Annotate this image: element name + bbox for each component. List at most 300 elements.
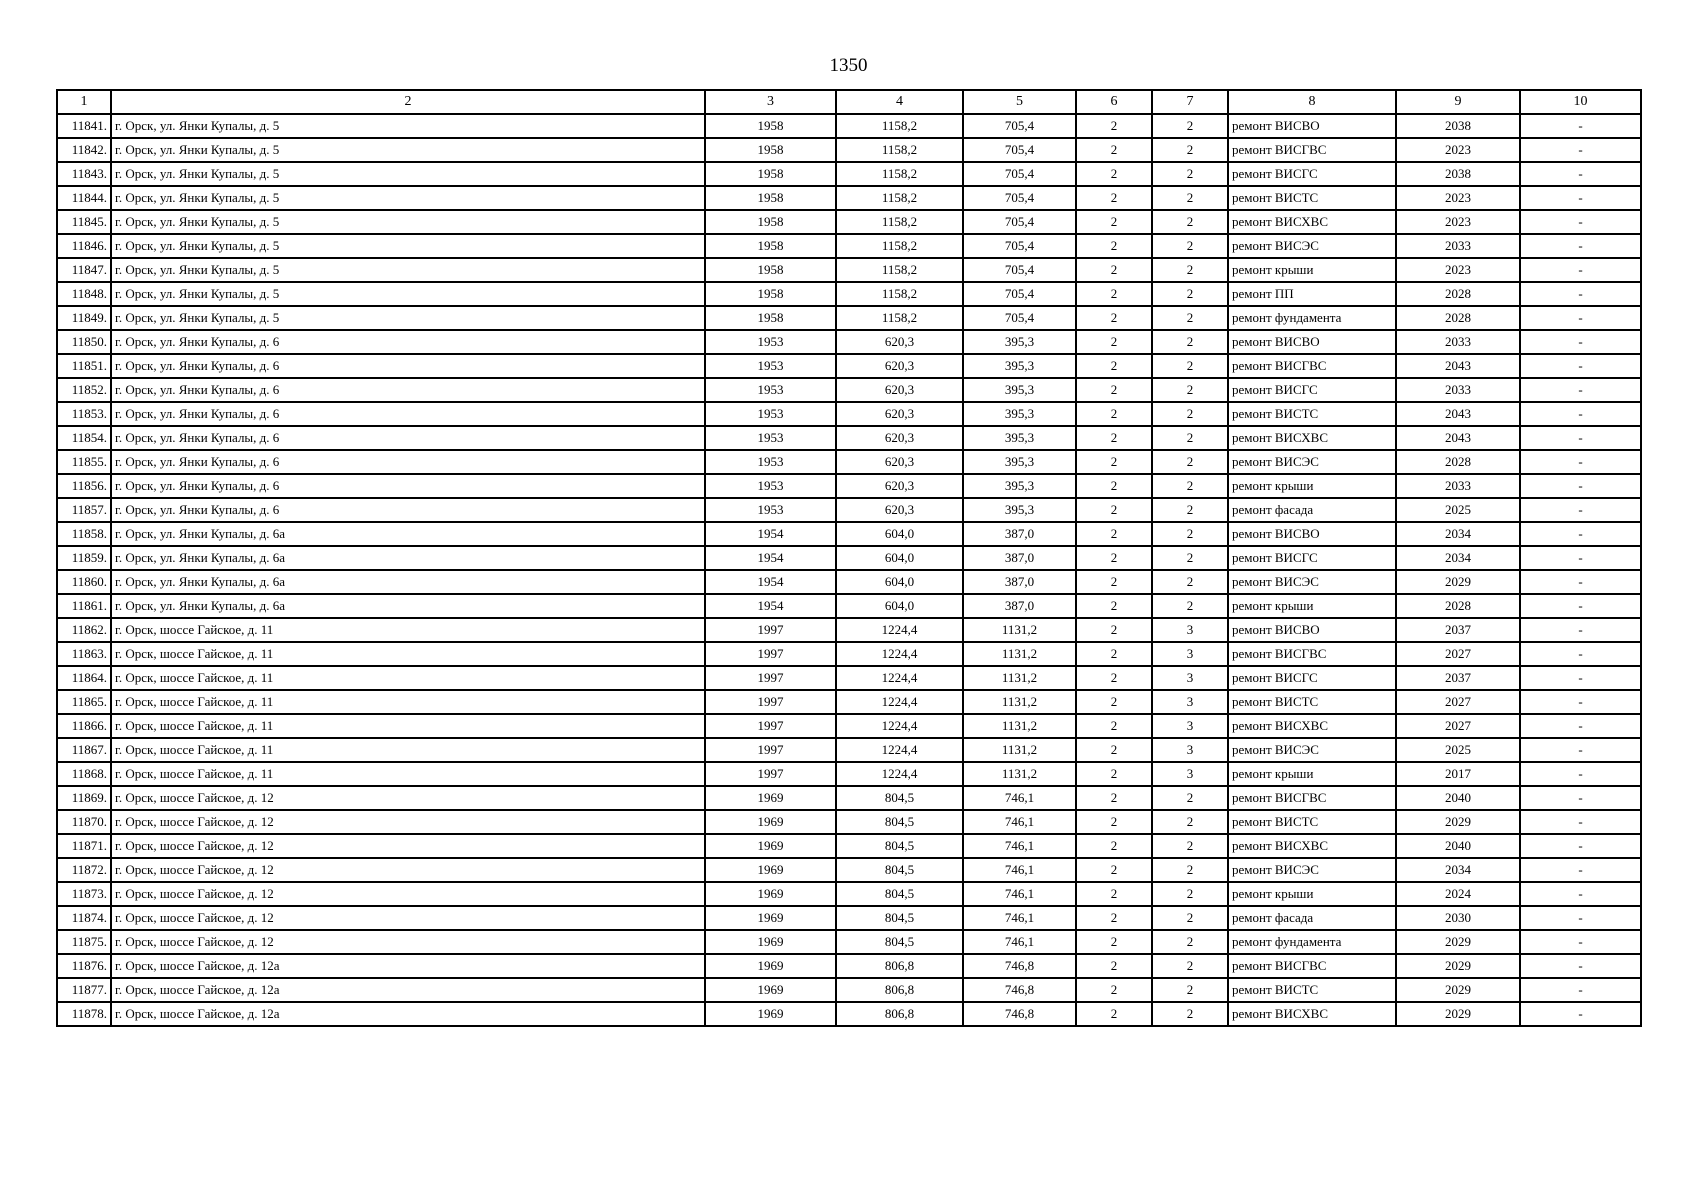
- work-type-cell: ремонт ВИСХВС: [1228, 426, 1396, 450]
- row-number-cell: 11868.: [57, 762, 111, 786]
- year-built-cell: 1953: [705, 378, 836, 402]
- address-cell: г. Орск, шоссе Гайское, д. 12: [111, 882, 705, 906]
- col6-value-cell: 2: [1076, 570, 1152, 594]
- work-type-cell: ремонт ВИСЭС: [1228, 738, 1396, 762]
- year-built-cell: 1958: [705, 234, 836, 258]
- col10-value-cell: -: [1520, 690, 1641, 714]
- col10-value-cell: -: [1520, 426, 1641, 450]
- table-row: [57, 858, 1641, 882]
- col6-value-cell: 2: [1076, 618, 1152, 642]
- table-row: [57, 954, 1641, 978]
- floors-cell: 3: [1152, 642, 1228, 666]
- col10-value-cell: -: [1520, 378, 1641, 402]
- row-number-cell: 11858.: [57, 522, 111, 546]
- address-cell: г. Орск, шоссе Гайское, д. 12: [111, 930, 705, 954]
- year-built-cell: 1969: [705, 810, 836, 834]
- year-built-cell: 1969: [705, 834, 836, 858]
- living-area-cell: 746,8: [963, 978, 1076, 1002]
- floors-cell: 2: [1152, 906, 1228, 930]
- floors-cell: 2: [1152, 426, 1228, 450]
- address-cell: г. Орск, ул. Янки Купалы, д. 5: [111, 138, 705, 162]
- living-area-cell: 1131,2: [963, 690, 1076, 714]
- floors-cell: 2: [1152, 354, 1228, 378]
- col6-value-cell: 2: [1076, 138, 1152, 162]
- col6-value-cell: 2: [1076, 330, 1152, 354]
- work-type-cell: ремонт ПП: [1228, 282, 1396, 306]
- col10-value-cell: -: [1520, 810, 1641, 834]
- living-area-cell: 746,1: [963, 882, 1076, 906]
- table-row: [57, 570, 1641, 594]
- year-built-cell: 1954: [705, 546, 836, 570]
- floors-cell: 2: [1152, 954, 1228, 978]
- planned-year-cell: 2025: [1396, 498, 1520, 522]
- col6-value-cell: 2: [1076, 474, 1152, 498]
- floors-cell: 2: [1152, 930, 1228, 954]
- col6-value-cell: 2: [1076, 906, 1152, 930]
- year-built-cell: 1969: [705, 882, 836, 906]
- address-cell: г. Орск, шоссе Гайское, д. 12а: [111, 1002, 705, 1026]
- floors-cell: 3: [1152, 714, 1228, 738]
- living-area-cell: 746,1: [963, 858, 1076, 882]
- year-built-cell: 1969: [705, 1002, 836, 1026]
- total-area-cell: 1224,4: [836, 714, 963, 738]
- col6-value-cell: 2: [1076, 642, 1152, 666]
- total-area-cell: 604,0: [836, 546, 963, 570]
- year-built-cell: 1969: [705, 954, 836, 978]
- work-type-cell: ремонт ВИСГС: [1228, 666, 1396, 690]
- year-built-cell: 1958: [705, 114, 836, 138]
- work-type-cell: ремонт ВИСХВС: [1228, 210, 1396, 234]
- work-type-cell: ремонт ВИСГС: [1228, 162, 1396, 186]
- year-built-cell: 1953: [705, 450, 836, 474]
- address-cell: г. Орск, шоссе Гайское, д. 12: [111, 810, 705, 834]
- table-row: [57, 426, 1641, 450]
- planned-year-cell: 2029: [1396, 570, 1520, 594]
- table-row: [57, 930, 1641, 954]
- address-cell: г. Орск, ул. Янки Купалы, д. 6: [111, 426, 705, 450]
- work-type-cell: ремонт ВИСЭС: [1228, 450, 1396, 474]
- living-area-cell: 705,4: [963, 162, 1076, 186]
- col10-value-cell: -: [1520, 978, 1641, 1002]
- living-area-cell: 705,4: [963, 258, 1076, 282]
- floors-cell: 2: [1152, 330, 1228, 354]
- column-header-4: 4: [836, 90, 963, 114]
- year-built-cell: 1958: [705, 306, 836, 330]
- row-number-cell: 11849.: [57, 306, 111, 330]
- planned-year-cell: 2025: [1396, 738, 1520, 762]
- row-number-cell: 11844.: [57, 186, 111, 210]
- table-row: [57, 450, 1641, 474]
- planned-year-cell: 2028: [1396, 306, 1520, 330]
- row-number-cell: 11872.: [57, 858, 111, 882]
- table-row: [57, 786, 1641, 810]
- floors-cell: 2: [1152, 114, 1228, 138]
- col10-value-cell: -: [1520, 666, 1641, 690]
- work-type-cell: ремонт крыши: [1228, 882, 1396, 906]
- total-area-cell: 1224,4: [836, 762, 963, 786]
- address-cell: г. Орск, ул. Янки Купалы, д. 6а: [111, 522, 705, 546]
- work-type-cell: ремонт ВИСТС: [1228, 978, 1396, 1002]
- row-number-cell: 11853.: [57, 402, 111, 426]
- total-area-cell: 620,3: [836, 450, 963, 474]
- col10-value-cell: -: [1520, 258, 1641, 282]
- planned-year-cell: 2029: [1396, 978, 1520, 1002]
- work-type-cell: ремонт ВИСХВС: [1228, 714, 1396, 738]
- year-built-cell: 1953: [705, 474, 836, 498]
- work-type-cell: ремонт ВИСГВС: [1228, 354, 1396, 378]
- col10-value-cell: -: [1520, 882, 1641, 906]
- year-built-cell: 1953: [705, 426, 836, 450]
- living-area-cell: 705,4: [963, 210, 1076, 234]
- total-area-cell: 804,5: [836, 810, 963, 834]
- total-area-cell: 1158,2: [836, 210, 963, 234]
- planned-year-cell: 2043: [1396, 354, 1520, 378]
- total-area-cell: 804,5: [836, 930, 963, 954]
- col6-value-cell: 2: [1076, 186, 1152, 210]
- year-built-cell: 1997: [705, 714, 836, 738]
- year-built-cell: 1969: [705, 930, 836, 954]
- year-built-cell: 1997: [705, 618, 836, 642]
- total-area-cell: 804,5: [836, 858, 963, 882]
- floors-cell: 3: [1152, 738, 1228, 762]
- planned-year-cell: 2037: [1396, 666, 1520, 690]
- row-number-cell: 11854.: [57, 426, 111, 450]
- living-area-cell: 387,0: [963, 546, 1076, 570]
- floors-cell: 3: [1152, 666, 1228, 690]
- total-area-cell: 604,0: [836, 570, 963, 594]
- planned-year-cell: 2038: [1396, 114, 1520, 138]
- table-row: [57, 162, 1641, 186]
- row-number-cell: 11847.: [57, 258, 111, 282]
- total-area-cell: 806,8: [836, 978, 963, 1002]
- total-area-cell: 804,5: [836, 882, 963, 906]
- address-cell: г. Орск, ул. Янки Купалы, д. 5: [111, 114, 705, 138]
- year-built-cell: 1997: [705, 690, 836, 714]
- row-number-cell: 11850.: [57, 330, 111, 354]
- col6-value-cell: 2: [1076, 810, 1152, 834]
- work-type-cell: ремонт ВИСЭС: [1228, 570, 1396, 594]
- col6-value-cell: 2: [1076, 690, 1152, 714]
- col6-value-cell: 2: [1076, 546, 1152, 570]
- col6-value-cell: 2: [1076, 762, 1152, 786]
- table-row: [57, 594, 1641, 618]
- table-row: [57, 714, 1641, 738]
- total-area-cell: 804,5: [836, 834, 963, 858]
- planned-year-cell: 2023: [1396, 186, 1520, 210]
- col10-value-cell: -: [1520, 210, 1641, 234]
- work-type-cell: ремонт крыши: [1228, 594, 1396, 618]
- row-number-cell: 11856.: [57, 474, 111, 498]
- living-area-cell: 1131,2: [963, 738, 1076, 762]
- total-area-cell: 620,3: [836, 498, 963, 522]
- living-area-cell: 705,4: [963, 138, 1076, 162]
- living-area-cell: 746,1: [963, 930, 1076, 954]
- work-type-cell: ремонт ВИСХВС: [1228, 834, 1396, 858]
- address-cell: г. Орск, шоссе Гайское, д. 12: [111, 786, 705, 810]
- row-number-cell: 11845.: [57, 210, 111, 234]
- table-row: [57, 402, 1641, 426]
- year-built-cell: 1954: [705, 594, 836, 618]
- address-cell: г. Орск, шоссе Гайское, д. 11: [111, 690, 705, 714]
- planned-year-cell: 2017: [1396, 762, 1520, 786]
- floors-cell: 2: [1152, 210, 1228, 234]
- year-built-cell: 1958: [705, 162, 836, 186]
- living-area-cell: 395,3: [963, 378, 1076, 402]
- table-row: [57, 138, 1641, 162]
- work-type-cell: ремонт ВИСВО: [1228, 330, 1396, 354]
- total-area-cell: 620,3: [836, 402, 963, 426]
- floors-cell: 2: [1152, 570, 1228, 594]
- address-cell: г. Орск, ул. Янки Купалы, д. 5: [111, 282, 705, 306]
- col6-value-cell: 2: [1076, 858, 1152, 882]
- work-type-cell: ремонт ВИСГС: [1228, 378, 1396, 402]
- col6-value-cell: 2: [1076, 210, 1152, 234]
- total-area-cell: 1158,2: [836, 114, 963, 138]
- living-area-cell: 1131,2: [963, 666, 1076, 690]
- address-cell: г. Орск, ул. Янки Купалы, д. 5: [111, 258, 705, 282]
- year-built-cell: 1953: [705, 330, 836, 354]
- col6-value-cell: 2: [1076, 930, 1152, 954]
- col6-value-cell: 2: [1076, 882, 1152, 906]
- row-number-cell: 11878.: [57, 1002, 111, 1026]
- planned-year-cell: 2028: [1396, 282, 1520, 306]
- total-area-cell: 1158,2: [836, 162, 963, 186]
- col10-value-cell: -: [1520, 522, 1641, 546]
- row-number-cell: 11876.: [57, 954, 111, 978]
- work-type-cell: ремонт крыши: [1228, 258, 1396, 282]
- col6-value-cell: 2: [1076, 522, 1152, 546]
- total-area-cell: 620,3: [836, 378, 963, 402]
- address-cell: г. Орск, шоссе Гайское, д. 11: [111, 642, 705, 666]
- year-built-cell: 1969: [705, 786, 836, 810]
- work-type-cell: ремонт ВИСГВС: [1228, 138, 1396, 162]
- table-row: [57, 330, 1641, 354]
- work-type-cell: ремонт фундамента: [1228, 930, 1396, 954]
- row-number-cell: 11871.: [57, 834, 111, 858]
- row-number-cell: 11842.: [57, 138, 111, 162]
- col6-value-cell: 2: [1076, 378, 1152, 402]
- address-cell: г. Орск, шоссе Гайское, д. 11: [111, 618, 705, 642]
- work-type-cell: ремонт ВИСТС: [1228, 402, 1396, 426]
- table-row: [57, 498, 1641, 522]
- living-area-cell: 746,1: [963, 786, 1076, 810]
- work-type-cell: ремонт крыши: [1228, 474, 1396, 498]
- total-area-cell: 620,3: [836, 426, 963, 450]
- work-type-cell: ремонт ВИСГВС: [1228, 642, 1396, 666]
- living-area-cell: 387,0: [963, 594, 1076, 618]
- year-built-cell: 1954: [705, 570, 836, 594]
- address-cell: г. Орск, ул. Янки Купалы, д. 6: [111, 402, 705, 426]
- floors-cell: 2: [1152, 402, 1228, 426]
- col10-value-cell: -: [1520, 138, 1641, 162]
- year-built-cell: 1958: [705, 282, 836, 306]
- planned-year-cell: 2029: [1396, 954, 1520, 978]
- address-cell: г. Орск, ул. Янки Купалы, д. 6а: [111, 546, 705, 570]
- row-number-cell: 11843.: [57, 162, 111, 186]
- table-row: [57, 618, 1641, 642]
- row-number-cell: 11861.: [57, 594, 111, 618]
- table-row: [57, 906, 1641, 930]
- floors-cell: 2: [1152, 138, 1228, 162]
- work-type-cell: ремонт ВИСВО: [1228, 522, 1396, 546]
- row-number-cell: 11855.: [57, 450, 111, 474]
- row-number-cell: 11846.: [57, 234, 111, 258]
- year-built-cell: 1953: [705, 498, 836, 522]
- planned-year-cell: 2029: [1396, 810, 1520, 834]
- table-row: [57, 642, 1641, 666]
- planned-year-cell: 2027: [1396, 690, 1520, 714]
- planned-year-cell: 2038: [1396, 162, 1520, 186]
- total-area-cell: 806,8: [836, 1002, 963, 1026]
- floors-cell: 2: [1152, 282, 1228, 306]
- floors-cell: 2: [1152, 450, 1228, 474]
- row-number-cell: 11877.: [57, 978, 111, 1002]
- register-table: [56, 89, 1642, 1027]
- row-number-cell: 11852.: [57, 378, 111, 402]
- row-number-cell: 11867.: [57, 738, 111, 762]
- col10-value-cell: -: [1520, 738, 1641, 762]
- year-built-cell: 1997: [705, 738, 836, 762]
- year-built-cell: 1997: [705, 762, 836, 786]
- address-cell: г. Орск, шоссе Гайское, д. 12: [111, 906, 705, 930]
- floors-cell: 2: [1152, 786, 1228, 810]
- col6-value-cell: 2: [1076, 498, 1152, 522]
- year-built-cell: 1958: [705, 210, 836, 234]
- total-area-cell: 604,0: [836, 522, 963, 546]
- address-cell: г. Орск, ул. Янки Купалы, д. 6: [111, 474, 705, 498]
- col6-value-cell: 2: [1076, 954, 1152, 978]
- year-built-cell: 1958: [705, 186, 836, 210]
- col10-value-cell: -: [1520, 570, 1641, 594]
- col6-value-cell: 2: [1076, 282, 1152, 306]
- col10-value-cell: -: [1520, 474, 1641, 498]
- table-row: [57, 114, 1641, 138]
- col10-value-cell: -: [1520, 114, 1641, 138]
- total-area-cell: 1224,4: [836, 666, 963, 690]
- col10-value-cell: -: [1520, 306, 1641, 330]
- total-area-cell: 1224,4: [836, 690, 963, 714]
- total-area-cell: 620,3: [836, 474, 963, 498]
- row-number-cell: 11860.: [57, 570, 111, 594]
- year-built-cell: 1953: [705, 354, 836, 378]
- table-row: [57, 474, 1641, 498]
- table-row: [57, 306, 1641, 330]
- address-cell: г. Орск, ул. Янки Купалы, д. 6: [111, 450, 705, 474]
- work-type-cell: ремонт ВИСТС: [1228, 690, 1396, 714]
- planned-year-cell: 2030: [1396, 906, 1520, 930]
- floors-cell: 2: [1152, 498, 1228, 522]
- col6-value-cell: 2: [1076, 114, 1152, 138]
- address-cell: г. Орск, ул. Янки Купалы, д. 5: [111, 186, 705, 210]
- floors-cell: 2: [1152, 474, 1228, 498]
- column-header-1: 1: [57, 90, 111, 114]
- col6-value-cell: 2: [1076, 450, 1152, 474]
- planned-year-cell: 2024: [1396, 882, 1520, 906]
- living-area-cell: 1131,2: [963, 642, 1076, 666]
- col10-value-cell: -: [1520, 186, 1641, 210]
- column-header-5: 5: [963, 90, 1076, 114]
- living-area-cell: 746,8: [963, 1002, 1076, 1026]
- row-number-cell: 11870.: [57, 810, 111, 834]
- address-cell: г. Орск, шоссе Гайское, д. 12а: [111, 954, 705, 978]
- table-row: [57, 282, 1641, 306]
- table-row: [57, 810, 1641, 834]
- year-built-cell: 1997: [705, 642, 836, 666]
- col10-value-cell: -: [1520, 402, 1641, 426]
- total-area-cell: 1158,2: [836, 186, 963, 210]
- living-area-cell: 395,3: [963, 330, 1076, 354]
- work-type-cell: ремонт ВИСХВС: [1228, 1002, 1396, 1026]
- address-cell: г. Орск, ул. Янки Купалы, д. 5: [111, 210, 705, 234]
- work-type-cell: ремонт ВИСВО: [1228, 114, 1396, 138]
- row-number-cell: 11862.: [57, 618, 111, 642]
- col6-value-cell: 2: [1076, 162, 1152, 186]
- row-number-cell: 11865.: [57, 690, 111, 714]
- floors-cell: 2: [1152, 594, 1228, 618]
- col10-value-cell: -: [1520, 906, 1641, 930]
- col6-value-cell: 2: [1076, 258, 1152, 282]
- floors-cell: 2: [1152, 1002, 1228, 1026]
- col6-value-cell: 2: [1076, 786, 1152, 810]
- col10-value-cell: -: [1520, 1002, 1641, 1026]
- row-number-cell: 11873.: [57, 882, 111, 906]
- col6-value-cell: 2: [1076, 834, 1152, 858]
- table-row: [57, 354, 1641, 378]
- total-area-cell: 1158,2: [836, 234, 963, 258]
- table-row: [57, 546, 1641, 570]
- planned-year-cell: 2034: [1396, 546, 1520, 570]
- living-area-cell: 395,3: [963, 426, 1076, 450]
- col10-value-cell: -: [1520, 618, 1641, 642]
- col6-value-cell: 2: [1076, 666, 1152, 690]
- planned-year-cell: 2043: [1396, 402, 1520, 426]
- table-row: [57, 522, 1641, 546]
- address-cell: г. Орск, шоссе Гайское, д. 11: [111, 714, 705, 738]
- col6-value-cell: 2: [1076, 426, 1152, 450]
- row-number-cell: 11848.: [57, 282, 111, 306]
- total-area-cell: 1158,2: [836, 138, 963, 162]
- row-number-cell: 11851.: [57, 354, 111, 378]
- total-area-cell: 804,5: [836, 906, 963, 930]
- year-built-cell: 1969: [705, 906, 836, 930]
- table-row: [57, 762, 1641, 786]
- total-area-cell: 620,3: [836, 330, 963, 354]
- total-area-cell: 806,8: [836, 954, 963, 978]
- floors-cell: 2: [1152, 306, 1228, 330]
- floors-cell: 2: [1152, 378, 1228, 402]
- table-row: [57, 1002, 1641, 1026]
- floors-cell: 2: [1152, 810, 1228, 834]
- column-header-8: 8: [1228, 90, 1396, 114]
- address-cell: г. Орск, ул. Янки Купалы, д. 6: [111, 354, 705, 378]
- column-header-7: 7: [1152, 90, 1228, 114]
- floors-cell: 3: [1152, 690, 1228, 714]
- address-cell: г. Орск, шоссе Гайское, д. 12а: [111, 978, 705, 1002]
- table-row: [57, 690, 1641, 714]
- col10-value-cell: -: [1520, 450, 1641, 474]
- planned-year-cell: 2034: [1396, 522, 1520, 546]
- planned-year-cell: 2043: [1396, 426, 1520, 450]
- col6-value-cell: 2: [1076, 354, 1152, 378]
- total-area-cell: 1158,2: [836, 306, 963, 330]
- planned-year-cell: 2033: [1396, 474, 1520, 498]
- column-header-9: 9: [1396, 90, 1520, 114]
- work-type-cell: ремонт фасада: [1228, 498, 1396, 522]
- column-header-2: 2: [111, 90, 705, 114]
- floors-cell: 2: [1152, 978, 1228, 1002]
- work-type-cell: ремонт ВИСГВС: [1228, 786, 1396, 810]
- living-area-cell: 387,0: [963, 522, 1076, 546]
